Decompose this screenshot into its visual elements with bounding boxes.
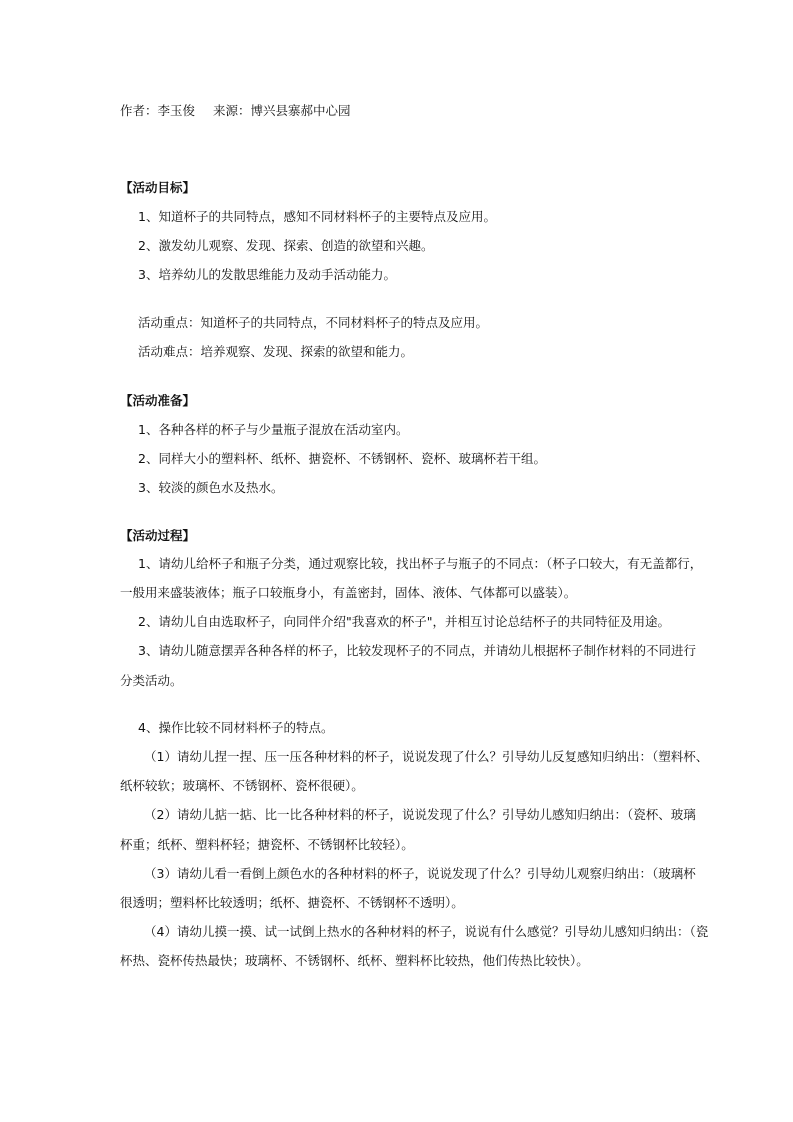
process-s2-line1: （2）请幼儿掂一掂、比一比各种材料的杯子，说说发现了什么？引导幼儿感知归纳出：（瓷杯、玻璃 [144, 807, 696, 822]
goal-item-2: 2、激发幼儿观察、发现、探索、创造的欲望和兴趣。 [138, 238, 434, 253]
process-p3-line1: 3、请幼儿随意摆弄各种各样的杯子，比较发现杯子的不同点，并请幼儿根据杯子制作材料的不同进行 [138, 643, 696, 658]
process-s3-line1: （3）请幼儿看一看倒上颜色水的各种材料的杯子，说说发现了什么？引导幼儿观察归纳出：（玻璃杯 [144, 866, 696, 881]
prep-item-1: 1、各种各样的杯子与少量瓶子混放在活动室内。 [138, 422, 409, 437]
process-s4-line1: （4）请幼儿摸一摸、试一试倒上热水的各种材料的杯子，说说有什么感觉？引导幼儿感知归纳出：（瓷 [144, 924, 709, 939]
author-text: 作者：李玉俊 [120, 103, 196, 118]
process-p2-line1: 2、请幼儿自由选取杯子，向同伴介绍"我喜欢的杯子"，并相互讨论总结杯子的共同特征及用途。 [138, 614, 670, 629]
goal-item-1: 1、知道杯子的共同特点，感知不同材料杯子的主要特点及应用。 [138, 209, 496, 224]
process-s4-line2: 杯热、瓷杯传热最快；玻璃杯、不锈钢杯、纸杯、塑料杯比较热，他们传热比较快）。 [120, 953, 589, 968]
preparation-heading: 【活动准备】 [120, 393, 196, 408]
goals-heading: 【活动目标】 [120, 180, 196, 195]
difficulty-text: 活动难点：培养观察、发现、探索的欲望和能力。 [138, 344, 414, 359]
prep-item-3: 3、较淡的颜色水及热水。 [138, 480, 284, 495]
author-source-line [120, 102, 680, 120]
process-s1-line1: （1）请幼儿捏一捏、压一压各种材料的杯子，说说发现了什么？引导幼儿反复感知归纳出：（塑料杯、 [144, 749, 709, 764]
goal-item-3: 3、培养幼儿的发散思维能力及动手活动能力。 [138, 267, 396, 282]
process-s3-line2: 很透明；塑料杯比较透明；纸杯、搪瓷杯、不锈钢杯不透明）。 [120, 895, 464, 910]
key-point-text: 活动重点：知道杯子的共同特点，不同材料杯子的特点及应用。 [138, 315, 489, 330]
process-heading: 【活动过程】 [120, 528, 196, 543]
process-s1-line2: 纸杯较软；玻璃杯、不锈钢杯、瓷杯很硬）。 [120, 778, 364, 793]
prep-item-2: 2、同样大小的塑料杯、纸杯、搪瓷杯、不锈钢杯、瓷杯、玻璃杯若干组。 [138, 451, 546, 466]
source-text: 来源：博兴县寨郝中心园 [213, 103, 351, 118]
process-p1-line2: 一般用来盛装液体；瓶子口较瓶身小，有盖密封，固体、液体、气体都可以盛装）。 [120, 585, 577, 600]
process-s2-line2: 杯重；纸杯、塑料杯轻；搪瓷杯、不锈钢杯比较轻）。 [120, 837, 414, 852]
process-p3-line2: 分类活动。 [120, 673, 183, 688]
process-p4-line1: 4、操作比较不同材料杯子的特点。 [138, 720, 334, 735]
process-p1-line1: 1、请幼儿给杯子和瓶子分类，通过观察比较，找出杯子与瓶子的不同点：（杯子口较大，有无盖都行， [138, 556, 703, 571]
